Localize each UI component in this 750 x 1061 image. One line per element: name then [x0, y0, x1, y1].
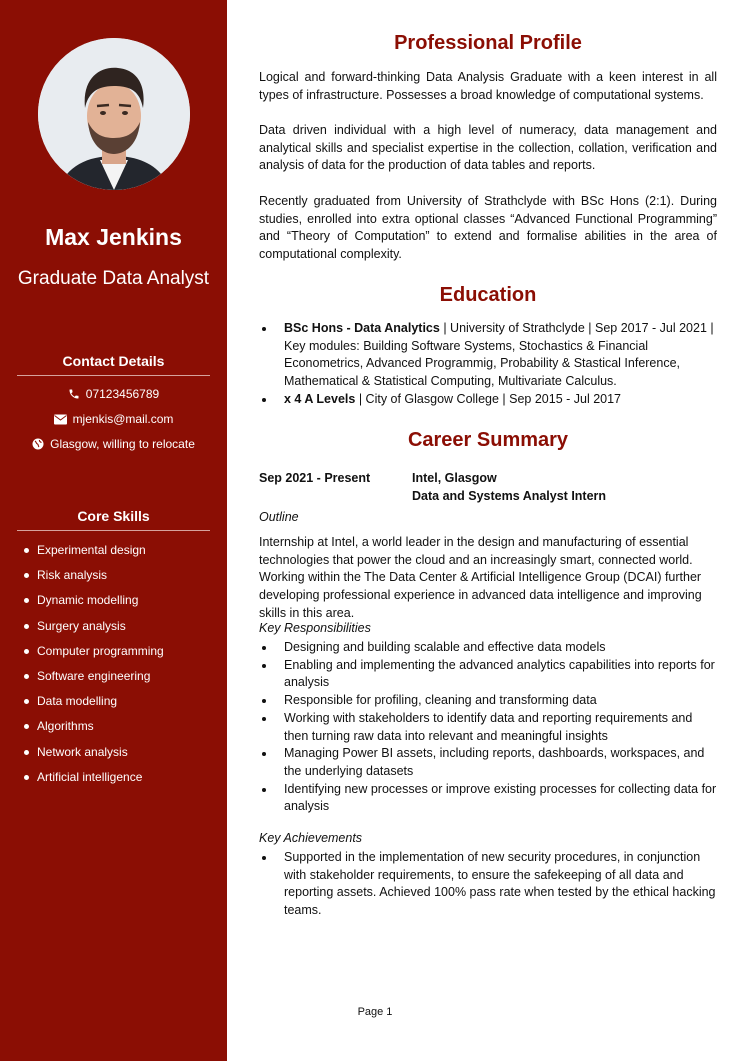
candidate-title: Graduate Data Analyst [17, 268, 210, 289]
responsibilities-list [259, 639, 717, 816]
bullet-icon [24, 624, 29, 629]
skill-label: Artificial intelligence [37, 769, 143, 784]
education-heading: Education [439, 284, 537, 306]
achievements-list [259, 849, 717, 920]
skill-label: Data modelling [37, 694, 118, 709]
bullet-icon [24, 775, 29, 780]
contact-heading: Contact Details [17, 353, 210, 376]
profile-photo [38, 38, 190, 190]
job-role: Data and Systems Analyst Intern [412, 489, 607, 503]
responsibilities-label: Key Responsibilities [259, 621, 371, 635]
skill-label: Computer programming [37, 643, 164, 658]
skills-list [24, 541, 164, 793]
bullet-icon [24, 724, 29, 729]
profile-paragraph: Data driven individual with a high level of numeracy, data management and analytical skills and specialist expertise in the collection, collation, verification and analysis of data for the production of data tables and reports. [259, 123, 717, 173]
outline-text: Internship at Intel, a world leader in the design and manufacturing of essential technologies that power the cloud and an increasingly smart, connected world. Working within the The Data Center & Artificial Intelligence Group (DCAI) further developing professional experience in advanced data intelligence and improving skills in this area. [259, 535, 702, 620]
outline-label: Outline [259, 510, 299, 524]
phone-text: 07123456789 [85, 387, 160, 401]
education-list [259, 320, 717, 409]
responsibility-item: Managing Power BI assets, including reports, dashboards, workspaces, and the underlying datasets [259, 745, 717, 780]
sidebar [0, 0, 227, 1061]
skill-label: Network analysis [37, 744, 128, 759]
achievements-label: Key Achievements [259, 831, 363, 845]
skill-label: Risk analysis [37, 568, 108, 583]
responsibility-item: Responsible for profiling, cleaning and transforming data [259, 692, 717, 710]
bullet-icon [24, 674, 29, 679]
skill-item [24, 717, 164, 742]
education-item [259, 320, 717, 391]
profile-heading: Professional Profile [394, 32, 582, 54]
skill-item [24, 566, 164, 591]
job-employer: Intel, Glasgow [412, 471, 497, 485]
skill-item [24, 617, 164, 642]
skills-heading: Core Skills [17, 508, 210, 531]
career-heading: Career Summary [407, 429, 569, 451]
skill-item [24, 692, 164, 717]
globe-icon [32, 438, 44, 450]
responsibility-item: Enabling and implementing the advanced analytics capabilities into reports for analysis [259, 657, 717, 692]
bullet-icon [24, 598, 29, 603]
skill-item [24, 667, 164, 692]
education-detail: | University of Strathclyde | Sep 2017 - Jul 2021 | Key modules: Building Software Systems, Stochastics & Financial Econometrics, Advanced Programmig, Probability & Stastical Inference, Mathematical & Statistical Computing, Multivariate Calculus. [284, 321, 714, 389]
bullet-icon [24, 548, 29, 553]
education-item [259, 391, 717, 409]
location-text: Glasgow, willing to relocate [50, 437, 195, 451]
education-title: BSc Hons - Data Analytics [284, 321, 440, 335]
skill-item [24, 768, 164, 793]
job-dates: Sep 2021 - Present [259, 471, 371, 485]
skill-label: Surgery analysis [37, 618, 126, 633]
envelope-icon [54, 414, 67, 425]
phone-icon [68, 388, 80, 400]
education-title: x 4 A Levels [284, 391, 356, 406]
email-text: mjenkis@mail.com [72, 412, 174, 426]
skill-item [24, 642, 164, 667]
education-detail: | City of Glasgow College | Sep 2015 - Jul 2017 [355, 391, 622, 406]
skill-label: Dynamic modelling [37, 593, 139, 608]
bullet-icon [24, 649, 29, 654]
contact-email [0, 412, 227, 426]
skill-item [24, 591, 164, 616]
contact-location [0, 437, 227, 451]
bullet-icon [24, 750, 29, 755]
skill-label: Experimental design [37, 543, 146, 557]
profile-paragraph: Recently graduated from University of Strathclyde with BSc Hons (2:1). During studies, enrolled into extra optional classes “Advanced Functional Programming” and “Theory of Computation” to extend and formalise abilities in the area of computational complexity. [259, 194, 717, 262]
bullet-icon [24, 573, 29, 578]
profile-paragraph: Logical and forward-thinking Data Analysis Graduate with a keen interest in all types of infrastructure. Possesses a broad knowledge of computational systems. [259, 70, 717, 102]
page-number: Page 1 [357, 1006, 393, 1018]
candidate-name: Max Jenkins [45, 224, 182, 250]
responsibility-item: Working with stakeholders to identify data and reporting requirements and then turning raw data into relevant and meaningful insights [259, 710, 717, 745]
achievement-item: Supported in the implementation of new security procedures, in conjunction with stakeholder requirements, to ensure the safekeeping of all data and reporting assets. Achieved 100% pass rate when tested by the ethical hacking teams. [259, 849, 717, 920]
skill-item [24, 541, 164, 566]
skill-label: Algorithms [37, 719, 94, 734]
skill-label: Software engineering [37, 668, 151, 683]
bullet-icon [24, 699, 29, 704]
responsibility-item: Designing and building scalable and effective data models [259, 639, 717, 657]
skill-item [24, 743, 164, 768]
avatar-illustration [38, 38, 190, 190]
responsibility-item: Identifying new processes or improve existing processes for collecting data for analysis [259, 781, 717, 816]
contact-phone [0, 387, 227, 401]
